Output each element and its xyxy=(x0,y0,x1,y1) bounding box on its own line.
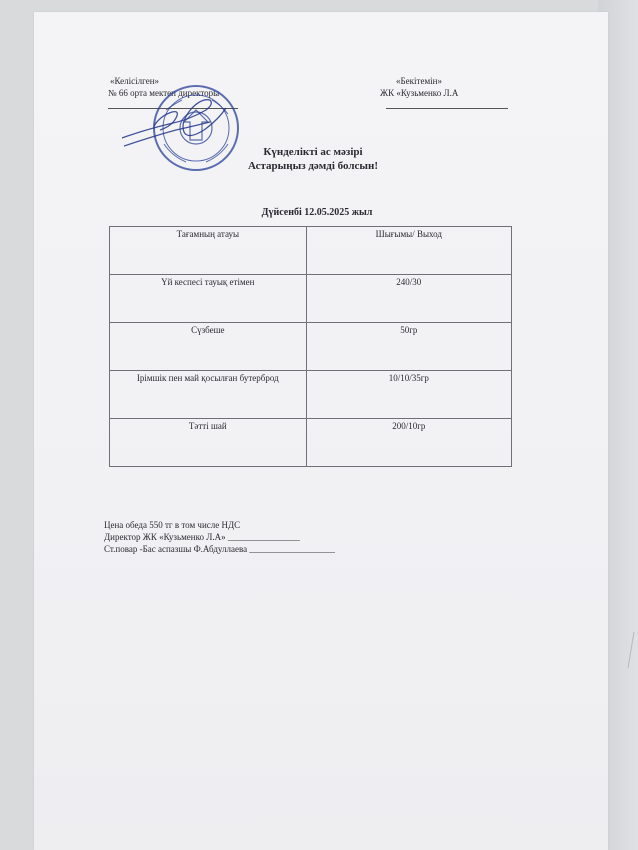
portion-cell: 50гр xyxy=(306,323,511,371)
approve-signature-line xyxy=(386,108,508,109)
portion-cell: 240/30 xyxy=(306,275,511,323)
dish-name-cell: Тәтті шай xyxy=(110,419,307,467)
approve-name-line: ЖК «Кузьменко Л.А xyxy=(380,88,459,98)
portion-cell: 10/10/35гр xyxy=(306,371,511,419)
dish-name-cell: Үй кеспесі тауық етімен xyxy=(110,275,307,323)
paper-edge-mark xyxy=(626,630,636,670)
lunch-price-note: Цена обеда 550 тг в том числе НДС xyxy=(104,520,241,530)
agree-director-line: № 66 орта мектеп директоры xyxy=(108,88,220,98)
header-portion: Шығымы/ Выход xyxy=(306,227,511,275)
chef-signature-line: Ст.повар -Бас аспазшы Ф.Абдуллаева ___________________ xyxy=(104,544,335,554)
table-row xyxy=(110,323,512,371)
director-signature-line: Директор ЖК «Кузьменко Л.А» ________________ xyxy=(104,532,300,542)
agree-heading: «Келісілген» xyxy=(110,76,160,86)
header-dish-name: Тағамның атауы xyxy=(110,227,307,275)
dish-name-cell: Ірімшік пен май қосылған бутерброд xyxy=(110,371,307,419)
approve-heading: «Бекітемін» xyxy=(396,76,442,86)
table-row xyxy=(110,419,512,467)
table-header-row xyxy=(110,227,512,275)
day-heading: Дүйсенбі 12.05.2025 жыл xyxy=(261,207,373,218)
table-row xyxy=(110,371,512,419)
dish-name-cell: Сүзбеше xyxy=(110,323,307,371)
menu-table xyxy=(109,226,512,467)
document-page xyxy=(34,12,608,850)
menu-subtitle: Астарыңыз дәмді болсын! xyxy=(247,160,379,172)
menu-title: Күнделікті ас мәзірі xyxy=(263,146,363,158)
portion-cell: 200/10гр xyxy=(306,419,511,467)
table-row xyxy=(110,275,512,323)
